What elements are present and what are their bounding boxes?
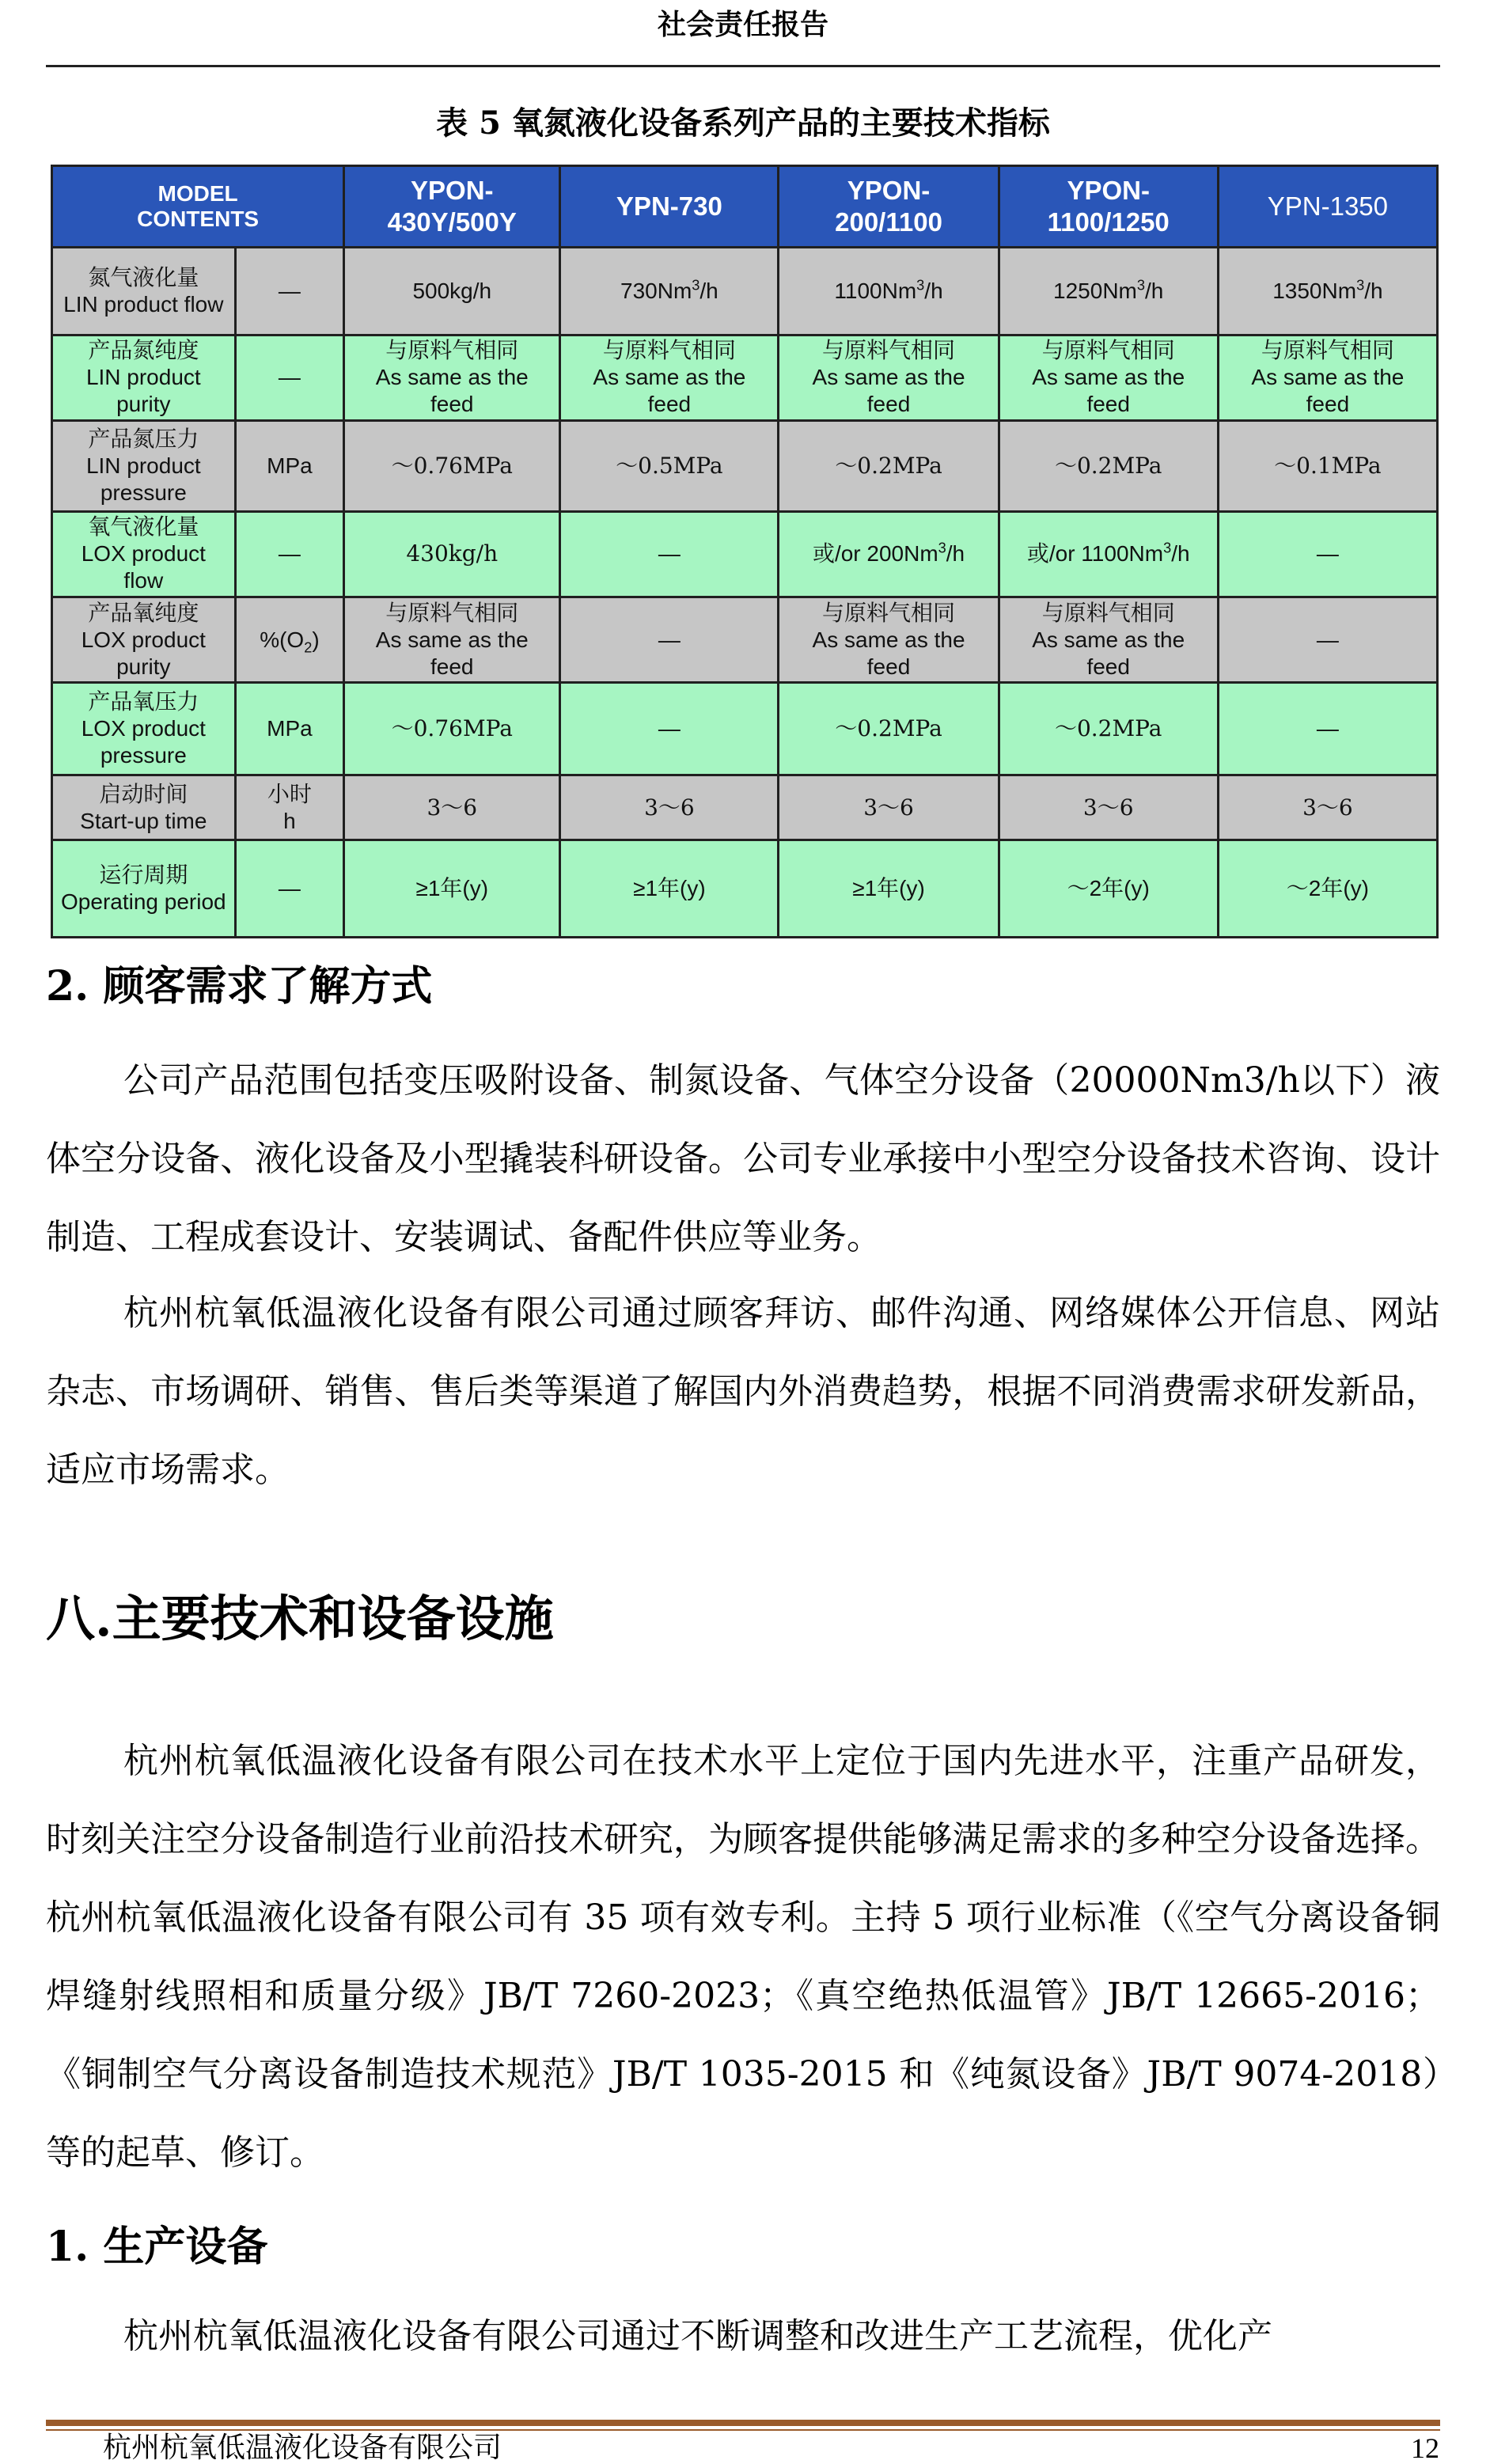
table-cell: 3～6 <box>344 775 560 840</box>
row-unit: — <box>235 840 344 938</box>
header-model-contents: MODEL CONTENTS <box>52 166 344 248</box>
table-cell: 与原料气相同 As same as the feed <box>999 597 1218 682</box>
chapter-heading-technology: 八.主要技术和设备设施 <box>46 1590 554 1647</box>
footer-rule-thick <box>46 2420 1440 2426</box>
table-row-period <box>52 840 1438 938</box>
row-label: 启动时间 Start-up time <box>52 775 236 840</box>
page-number: 12 <box>1411 2432 1439 2464</box>
row-unit: $\%(O_2)$ <box>235 597 344 682</box>
row-label: 产品氧纯度 LOX product purity <box>52 597 236 682</box>
table-cell: 与原料气相同 As same as the feed <box>560 335 779 420</box>
spec-table <box>51 165 1439 938</box>
row-label: 氧气液化量 LOX product flow <box>52 511 236 597</box>
table-cell: — <box>1218 597 1437 682</box>
table-header-row <box>52 166 1438 248</box>
row-unit: — <box>235 511 344 597</box>
table-cell: — <box>560 597 779 682</box>
section-heading-customer-needs: 2. 顾客需求了解方式 <box>46 962 433 1010</box>
table-cell: ～0.2MPa <box>779 420 999 511</box>
row-unit: MPa <box>235 683 344 775</box>
table-cell: ≥1年(y) <box>560 840 779 938</box>
header-ypon-430y-500y: YPON- 430Y/500Y <box>344 166 560 248</box>
table-row-lox-pressure <box>52 683 1438 775</box>
table-cell: 430kg/h <box>344 511 560 597</box>
table-row-lin-purity <box>52 335 1438 420</box>
table-cell: — <box>560 511 779 597</box>
table-cell: — <box>1218 511 1437 597</box>
header-rule <box>46 65 1440 67</box>
table-cell: ～2年(y) <box>1218 840 1437 938</box>
table-cell: ≥1年(y) <box>779 840 999 938</box>
table-cell: ～2年(y) <box>999 840 1218 938</box>
row-label: 产品氮压力 LIN product pressure <box>52 420 236 511</box>
paragraph-customer-channels: 杭州杭氧低温液化设备有限公司通过顾客拜访、邮件沟通、网络媒体公开信息、网站杂志、市场调研、销售、售后类等渠道了解国内外消费趋势，根据不同消费需求研发新品，适应市场需求。 <box>46 1293 1440 1490</box>
table-cell: — <box>1218 683 1437 775</box>
table-cell: 3～6 <box>560 775 779 840</box>
table-row-lox-flow <box>52 511 1438 597</box>
table-cell: 与原料气相同 As same as the feed <box>344 597 560 682</box>
table-row-lin-pressure <box>52 420 1438 511</box>
table-caption: 表 5 氧氮液化设备系列产品的主要技术指标 <box>436 104 1050 142</box>
table-cell: 或/or 1100Nm$^3$/h <box>999 511 1218 597</box>
table-cell: 3～6 <box>1218 775 1437 840</box>
header-ypon-200-1100: YPON- 200/1100 <box>779 166 999 248</box>
table-cell: ～0.1MPa <box>1218 420 1437 511</box>
row-unit: MPa <box>235 420 344 511</box>
table-cell: ～0.76MPa <box>344 683 560 775</box>
table-cell: 1350Nm$^3$/h <box>1218 248 1437 335</box>
table-cell: ～0.5MPa <box>560 420 779 511</box>
table-cell: 500kg/h <box>344 248 560 335</box>
table-cell: — <box>560 683 779 775</box>
table-cell: 与原料气相同 As same as the feed <box>344 335 560 420</box>
paragraph-product-range: 公司产品范围包括变压吸附设备、制氮设备、气体空分设备（20000Nm3/h以下）液体空分设备、液化设备及小型撬装科研设备。公司专业承接中小型空分设备技术咨询、设计制造、工程成套设计、安装调试、备配件供应等业务。 <box>46 1060 1440 1257</box>
table-cell: ～0.2MPa <box>779 683 999 775</box>
section-heading-production-equipment: 1. 生产设备 <box>46 2223 268 2271</box>
footer-company: 杭州杭氧低温液化设备有限公司 <box>103 2432 502 2464</box>
table-cell: 3～6 <box>999 775 1218 840</box>
table-cell: ～0.76MPa <box>344 420 560 511</box>
table-row-lox-purity <box>52 597 1438 682</box>
row-label: 氮气液化量 LIN product flow <box>52 248 236 335</box>
running-header: 社会责任报告 <box>657 8 828 41</box>
table-cell: ～0.2MPa <box>999 420 1218 511</box>
row-label: 产品氧压力 LOX product pressure <box>52 683 236 775</box>
header-ypn-730: YPN-730 <box>560 166 779 248</box>
paragraph-production-equipment: 杭州杭氧低温液化设备有限公司通过不断调整和改进生产工艺流程，优化产 <box>123 2316 1272 2356</box>
row-label: 运行周期 Operating period <box>52 840 236 938</box>
table-row-startup <box>52 775 1438 840</box>
table-cell: 或/or 200Nm$^3$/h <box>779 511 999 597</box>
table-cell: 与原料气相同 As same as the feed <box>779 597 999 682</box>
row-unit: 小时 h <box>235 775 344 840</box>
table-cell: 与原料气相同 As same as the feed <box>779 335 999 420</box>
paragraph-technology: 杭州杭氧低温液化设备有限公司在技术水平上定位于国内先进水平，注重产品研发，时刻关注空分设备制造行业前沿技术研究，为顾客提供能够满足需求的多种空分设备选择。杭州杭氧低温液化设备有限公司有 35 项有效专利。主持 5 项行业标准（《空气分离设备铜焊缝射线照相和质量分级》JB/T 7260-2023；《真空绝热低温管》JB/T 12665-2016；《铜制空气分离设备制造技术规范》JB/T 1035-2015 和《纯氮设备》JB/T 9074-2018）等的起草、修订。 <box>46 1741 1440 2173</box>
header-ypon-1100-1250: YPON- 1100/1250 <box>999 166 1218 248</box>
table-cell: 1250Nm$^3$/h <box>999 248 1218 335</box>
table-row-lin-flow <box>52 248 1438 335</box>
footer-rule-thin <box>46 2429 1440 2431</box>
table-cell: 730Nm$^3$/h <box>560 248 779 335</box>
table-cell: 与原料气相同 As same as the feed <box>1218 335 1437 420</box>
row-label: 产品氮纯度 LIN product purity <box>52 335 236 420</box>
table-cell: 与原料气相同 As same as the feed <box>999 335 1218 420</box>
table-cell: 3～6 <box>779 775 999 840</box>
table-cell: 1100Nm$^3$/h <box>779 248 999 335</box>
table-cell: ～0.2MPa <box>999 683 1218 775</box>
row-unit: — <box>235 248 344 335</box>
table-cell: ≥1年(y) <box>344 840 560 938</box>
header-ypn-1350: YPN-1350 <box>1218 166 1437 248</box>
row-unit: — <box>235 335 344 420</box>
